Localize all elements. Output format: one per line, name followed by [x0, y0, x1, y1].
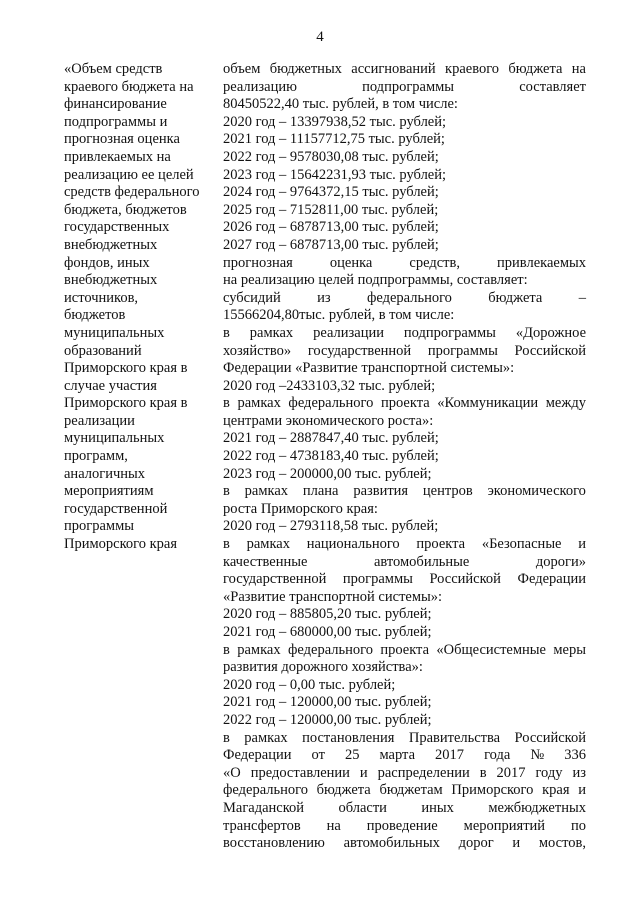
right-column-line: на реализацию целей подпрограммы, составляет:: [223, 272, 528, 289]
right-column-line: 2021 год – 120000,00 тыс. рублей;: [223, 694, 432, 711]
left-column-line: средств федерального: [64, 184, 200, 201]
right-column-line: 2021 год – 680000,00 тыс. рублей;: [223, 624, 432, 640]
left-column-line: финансирование: [64, 96, 167, 113]
left-column-line: бюджета, бюджетов: [64, 201, 187, 218]
right-column-line: 2020 год – 0,00 тыс. рублей;: [223, 676, 396, 693]
right-column-line: восстановлению автомобильных дорог и мостов,: [223, 835, 586, 852]
right-column-line: 2022 год – 120000,00 тыс. рублей;: [223, 711, 432, 728]
right-column-line: в рамках постановления Правительства Российской: [223, 729, 586, 746]
right-column-line: развития дорожного хозяйства»:: [223, 659, 423, 676]
left-column-line: программы: [64, 518, 134, 535]
right-column-line: 2021 год – 11157712,75 тыс. рублей;: [223, 131, 445, 148]
left-column-label: [64, 61, 214, 554]
right-column-line: Федерации «Развитие транспортной системы»:: [223, 360, 515, 377]
left-column-line: Приморского края: [64, 536, 178, 553]
left-column-line: реализации: [64, 412, 135, 429]
right-column-line: в рамках реализации подпрограммы «Дорожное: [223, 324, 586, 341]
left-column-line: внебюджетных: [64, 272, 158, 289]
left-column-line: случае участия: [64, 377, 157, 394]
right-column-line: хозяйство» государственной программы Российской: [223, 342, 586, 359]
left-column-line: муниципальных: [64, 324, 165, 341]
right-column-line: 2023 год – 15642231,93 тыс. рублей;: [223, 166, 447, 183]
right-column-line: 2025 год – 7152811,00 тыс. рублей;: [223, 201, 439, 218]
right-column-line: 2020 год – 2793118,58 тыс. рублей;: [223, 518, 439, 535]
left-column-line: краевого бюджета на: [64, 78, 194, 95]
left-column-line: государственных: [64, 219, 170, 236]
right-column-line: 2022 год – 9578030,08 тыс. рублей;: [223, 148, 439, 165]
right-column-line: 15566204,80тыс. рублей, в том числе:: [223, 307, 455, 324]
right-column-line: 2023 год – 200000,00 тыс. рублей;: [223, 465, 432, 482]
left-column-line: государственной: [64, 500, 168, 517]
right-column-line: в рамках плана развития центров экономического: [223, 483, 586, 500]
left-column-line: прогнозная оценка: [64, 131, 180, 148]
right-column-line: «О предоставлении и распределении в 2017 году из: [223, 764, 586, 781]
right-column-line: реализацию подпрограммы составляет: [223, 78, 586, 95]
page-number: 4: [316, 29, 324, 45]
right-column-line: Магаданской области иных межбюджетных: [223, 799, 586, 816]
right-column-line: 2022 год – 4738183,40 тыс. рублей;: [223, 448, 439, 465]
left-column-line: источников,: [64, 289, 139, 306]
right-column-content: [223, 61, 586, 853]
right-column-line: Федерации от 25 марта 2017 года № 336: [223, 747, 586, 764]
left-column-line: внебюджетных: [64, 236, 158, 253]
right-column-line: 80450522,40 тыс. рублей, в том числе:: [223, 96, 458, 113]
left-column-line: реализацию ее целей: [64, 166, 194, 183]
right-column-line: 2024 год – 9764372,15 тыс. рублей;: [223, 184, 439, 201]
right-column-line: 2021 год – 2887847,40 тыс. рублей;: [223, 430, 439, 447]
right-column-line: государственной программы Российской Федерации: [223, 571, 586, 588]
right-column-line: роста Приморского края:: [223, 500, 378, 517]
left-column-line: «Объем средств: [64, 61, 163, 77]
left-column-line: аналогичных: [64, 465, 145, 482]
left-column-line: мероприятиям: [64, 483, 154, 500]
right-column-line: субсидий из федерального бюджета –: [223, 289, 586, 306]
right-column-line: 2027 год – 6878713,00 тыс. рублей;: [223, 236, 439, 253]
right-column-line: 2020 год – 885805,20 тыс. рублей;: [223, 606, 432, 623]
right-column-line: 2020 год –2433103,32 тыс. рублей;: [223, 377, 436, 394]
left-column-line: подпрограммы и: [64, 113, 168, 130]
right-column-line: в рамках национального проекта «Безопасные и: [223, 536, 586, 553]
right-column-line: 2020 год – 13397938,52 тыс. рублей;: [223, 113, 447, 130]
right-column-line: в рамках федерального проекта «Общесистемные меры: [223, 641, 586, 658]
left-column-line: образований: [64, 342, 142, 359]
right-column-line: в рамках федерального проекта «Коммуникации между: [223, 395, 586, 412]
right-column-line: федерального бюджета бюджетам Приморского края и: [223, 782, 586, 799]
right-column-line: 2026 год – 6878713,00 тыс. рублей;: [223, 219, 439, 236]
left-column-line: фондов, иных: [64, 254, 150, 271]
left-column-line: Приморского края в: [64, 360, 188, 377]
right-column-line: «Развитие транспортной системы»:: [223, 588, 443, 605]
right-column-line: объем бюджетных ассигнований краевого бюджета на: [223, 61, 586, 77]
right-column-line: трансфертов на проведение мероприятий по: [223, 817, 586, 834]
left-column-line: бюджетов: [64, 307, 126, 324]
right-column-line: качественные автомобильные дороги»: [223, 553, 586, 570]
left-column-line: программ,: [64, 448, 128, 465]
right-column-line: прогнозная оценка средств, привлекаемых: [223, 254, 586, 271]
left-column-line: привлекаемых на: [64, 148, 171, 165]
left-column-line: Приморского края в: [64, 395, 188, 412]
left-column-line: муниципальных: [64, 430, 165, 447]
right-column-line: центрами экономического роста»:: [223, 412, 434, 429]
